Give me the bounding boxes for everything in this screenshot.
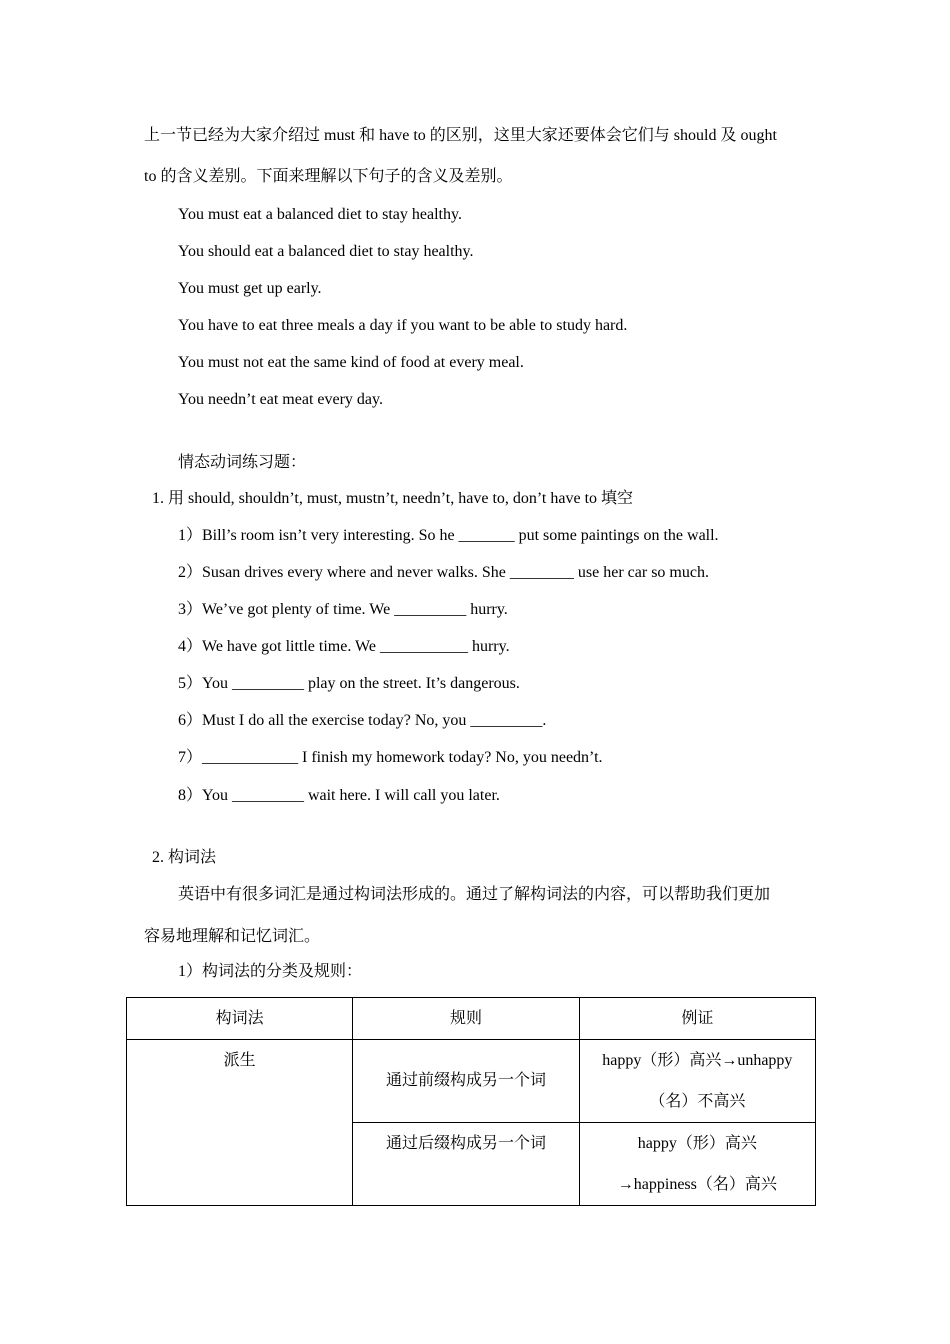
example-sentence: You must not eat the same kind of food at every meal. (178, 354, 524, 371)
exercise-item: 7）____________ I finish my homework today? No, you needn’t. (178, 749, 603, 766)
exercise-item: 5）You _________ play on the street. It’s dangerous. (178, 675, 520, 692)
exercise-heading: 情态动词练习题： (178, 454, 307, 471)
exercise-item: 6）Must I do all the exercise today? No, you _________. (178, 712, 547, 729)
example-sentence: You should eat a balanced diet to stay healthy. (178, 243, 474, 260)
exercise-item: 4）We have got little time. We ___________ hurry. (178, 638, 510, 655)
example-line: happy（形）高兴 (637, 1135, 757, 1152)
example-line: （名）不高兴 (649, 1093, 746, 1110)
example-line: happy（形）高兴→unhappy (602, 1052, 793, 1069)
example-sentence: You must eat a balanced diet to stay healthy. (178, 206, 462, 223)
intro-line-2: to 的含义差别。下面来理解以下句子的含义及差别。 (144, 168, 513, 185)
table-header-cell: 例证 (579, 998, 815, 1040)
section-2-paragraph-line-1: 英语中有很多词汇是通过构词法形成的。通过了解构词法的内容，可以帮助我们更加 (178, 886, 771, 903)
exercise-item: 3）We’ve got plenty of time. We _________ hurry. (178, 601, 508, 618)
exercise-item: 8）You _________ wait here. I will call you later. (178, 787, 500, 804)
example-cell (579, 1040, 815, 1123)
table-header-row (127, 998, 816, 1040)
intro-line-1: 上一节已经为大家介绍过 must 和 have to 的区别，这里大家还要体会它们与 should 及 ought (144, 127, 777, 144)
table-row (127, 1040, 816, 1123)
exercise-1-title: 1. 用 should, shouldn’t, must, mustn’t, needn’t, have to, don’t have to 填空 (152, 490, 634, 507)
section-2-paragraph-line-2: 容易地理解和记忆词汇。 (144, 928, 321, 945)
category-cell: 派生 (127, 1040, 353, 1206)
section-2-title: 2. 构词法 (152, 849, 217, 866)
example-sentence: You needn’t eat meat every day. (178, 391, 383, 408)
rule-cell: 通过后缀构成另一个词 (353, 1123, 579, 1206)
table-header-cell: 构词法 (127, 998, 353, 1040)
example-sentence: You must get up early. (178, 280, 322, 297)
example-line: →happiness（名）高兴 (617, 1176, 777, 1193)
rule-cell: 通过前缀构成另一个词 (353, 1040, 579, 1123)
exercise-item: 1）Bill’s room isn’t very interesting. So he _______ put some paintings on the wall. (178, 527, 719, 544)
word-formation-table (126, 997, 816, 1206)
example-cell (579, 1123, 815, 1206)
section-2-subheading: 1）构词法的分类及规则： (178, 963, 363, 980)
table-header-cell: 规则 (353, 998, 579, 1040)
exercise-item: 2）Susan drives every where and never walks. She ________ use her car so much. (178, 564, 709, 581)
example-sentence: You have to eat three meals a day if you want to be able to study hard. (178, 317, 628, 334)
